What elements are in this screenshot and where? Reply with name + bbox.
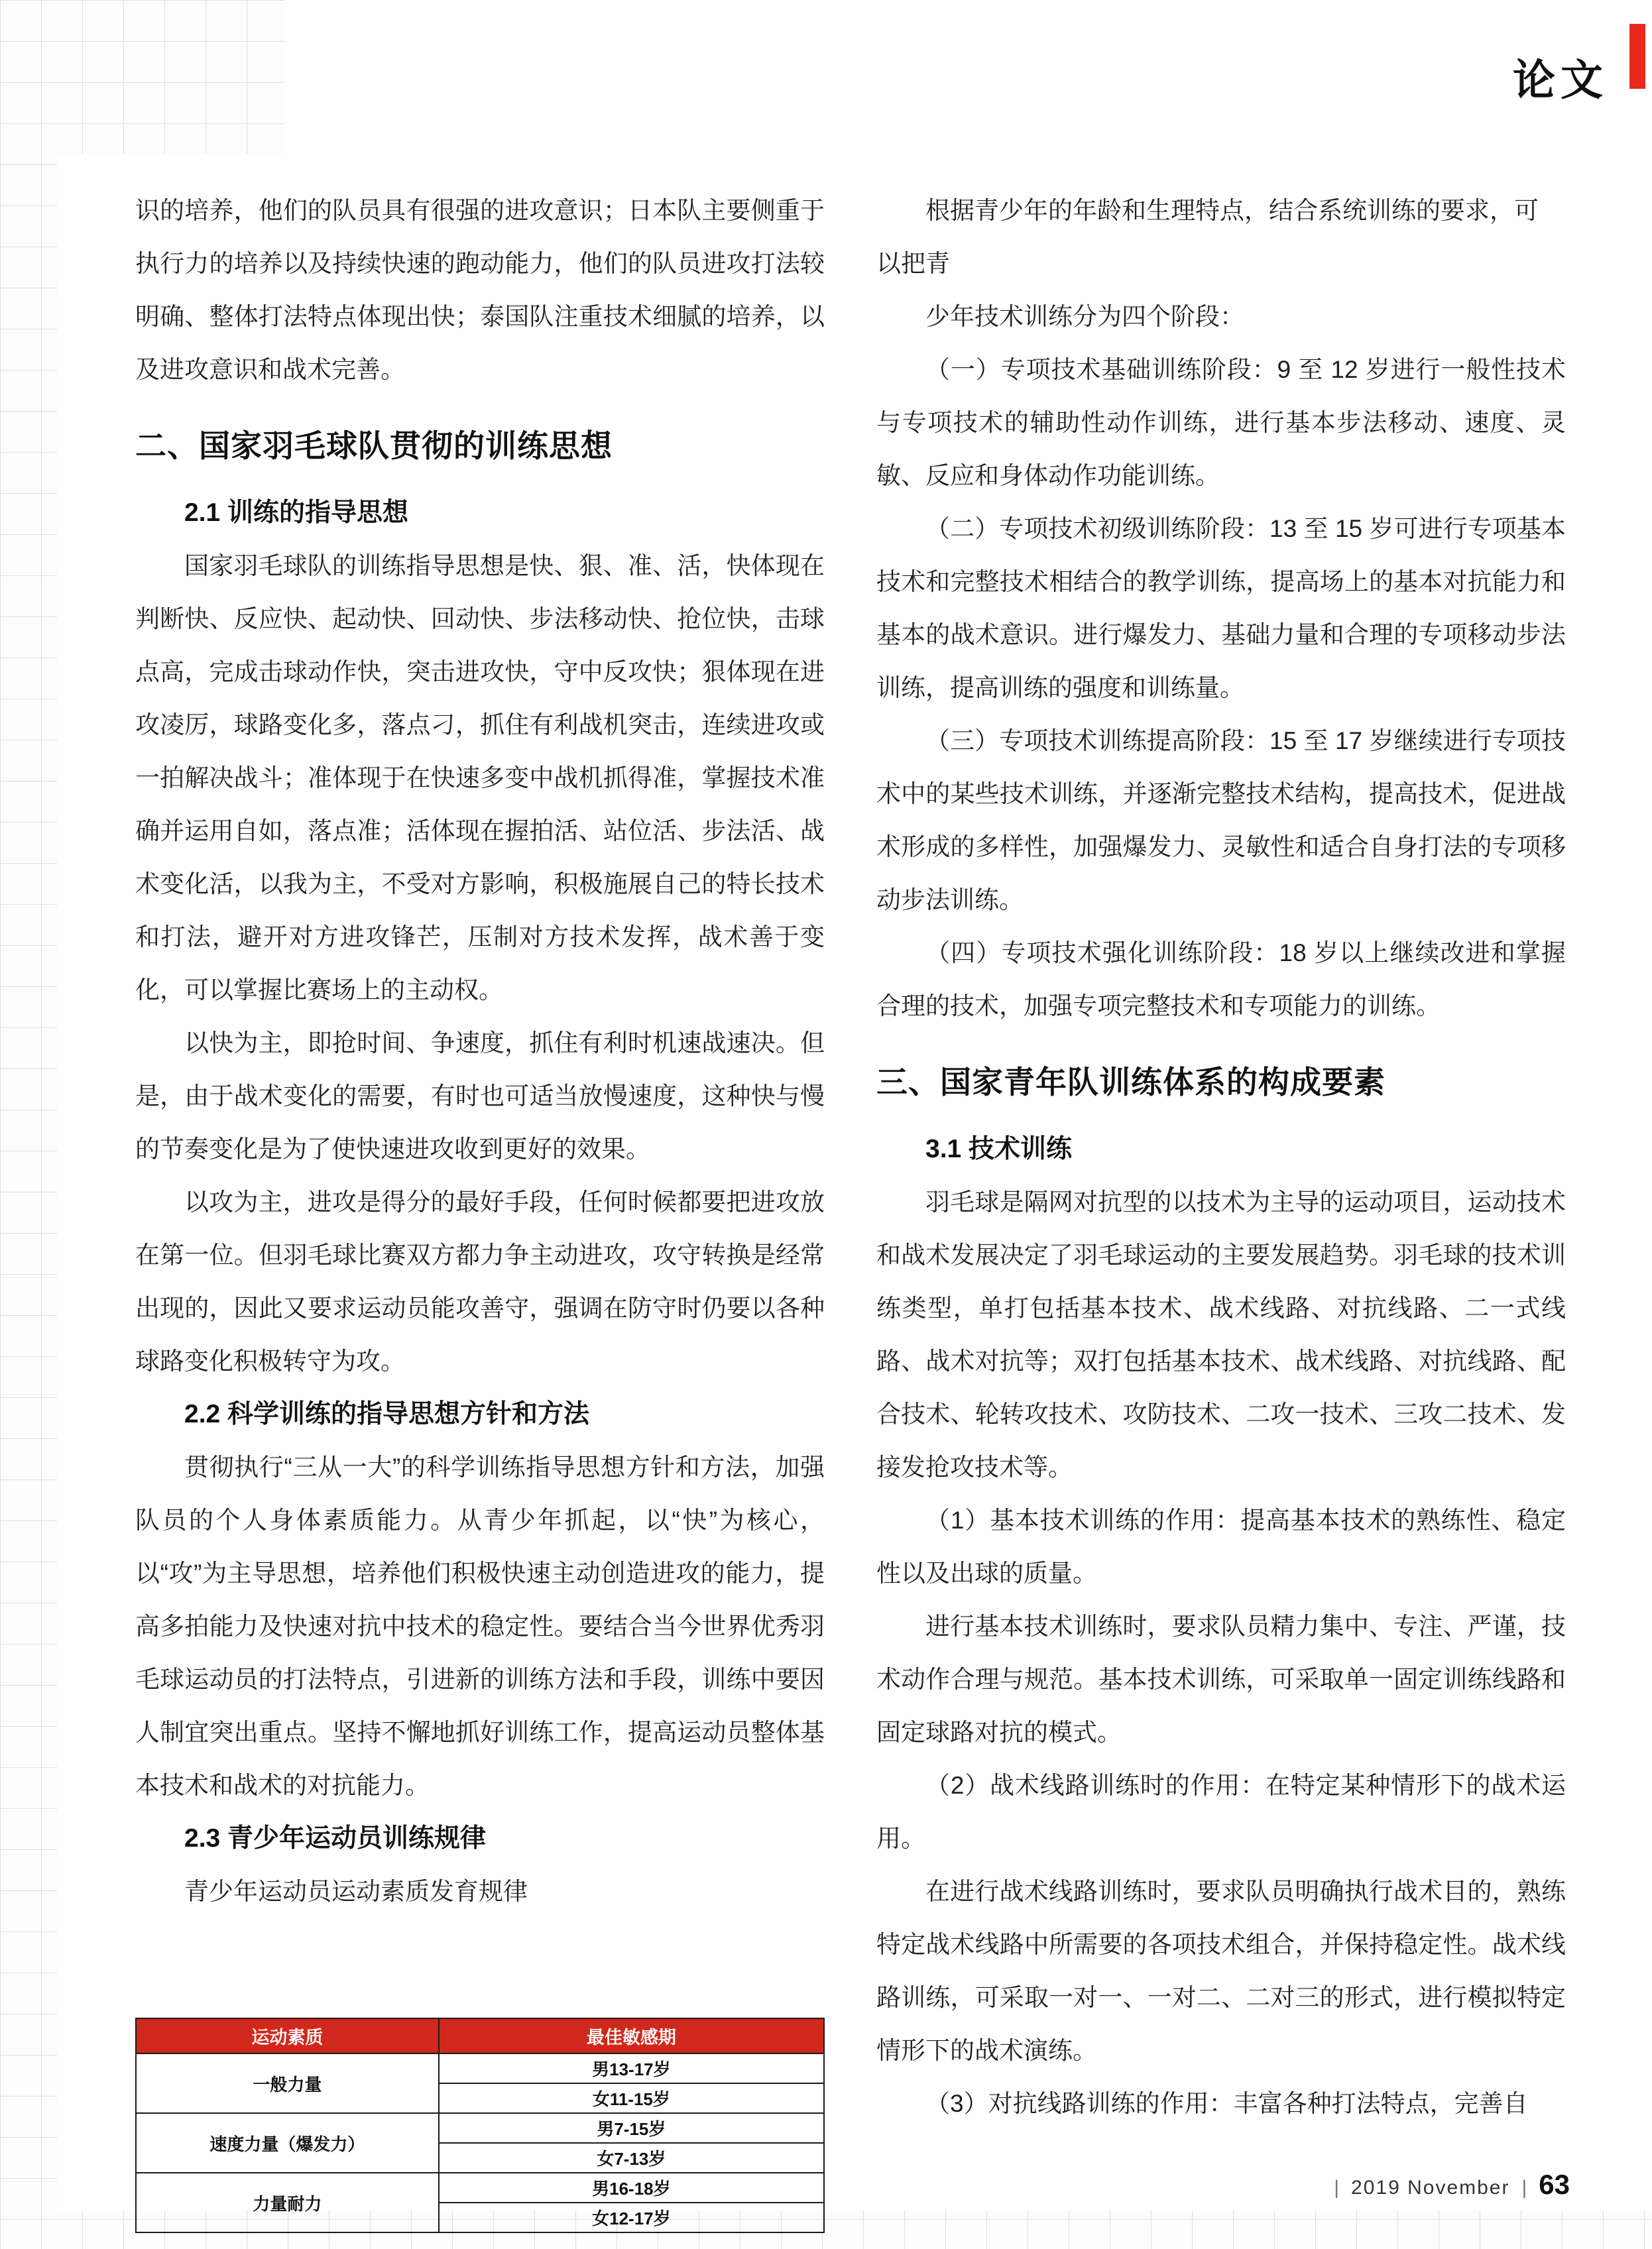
paragraph: （四）专项技术强化训练阶段：18 岁以上继续改进和掌握合理的技术，加强专项完整技术和专项能力的训练。 xyxy=(876,939,1566,1019)
subsection-heading: 2.2 科学训练的指导思想方针和方法 xyxy=(184,1400,590,1428)
table-header-cell: 运动素质 xyxy=(136,2018,439,2053)
page-category-label: 论文 xyxy=(1513,56,1608,104)
paragraph: 以快为主，即抢时间、争速度，抓住有利时机速战速决。但是，由于战术变化的需要，有时也可适当放慢速度，这种快与慢的节奏变化是为了使快速进攻收到更好的效果。 xyxy=(135,1029,825,1163)
paragraph: 根据青少年的年龄和生理特点，结合系统训练的要求，可 xyxy=(925,197,1539,224)
footer-separator: | xyxy=(1334,2177,1340,2199)
paragraph: 在进行战术线路训练时，要求队员明确执行战术目的，熟练特定战术线路中所需要的各项技术组合，并保持稳定性。战术线路训练，可采取一对一、一对二、二对三的形式，进行模拟特定情形下的战术演练。 xyxy=(876,1878,1566,2064)
paragraph: （2）战术线路训练时的作用：在特定某种情形下的战术运用。 xyxy=(876,1772,1566,1852)
table-cell-quality: 力量耐力 xyxy=(136,2173,439,2232)
table-cell-period: 女11-15岁 xyxy=(439,2083,824,2113)
table-cell-period: 男13-17岁 xyxy=(439,2053,824,2083)
table-cell-quality: 一般力量 xyxy=(136,2053,439,2113)
table-row xyxy=(136,2113,824,2143)
table-cell-period: 男7-15岁 xyxy=(439,2113,824,2143)
table-row xyxy=(136,2173,824,2203)
table-cell-period: 女7-13岁 xyxy=(439,2143,824,2173)
paragraph: 进行基本技术训练时，要求队员精力集中、专注、严谨，技术动作合理与规范。基本技术训练，可采取单一固定训练线路和固定球路对抗的模式。 xyxy=(876,1613,1566,1746)
paragraph: 国家羽毛球队的训练指导思想是快、狠、准、活，快体现在判断快、反应快、起动快、回动快、步法移动快、抢位快，击球点高，完成击球动作快，突击进攻快，守中反攻快；狠体现在进攻凌厉，球路变化多，落点刁，抓住有利战机突击，连续进攻或一拍解决战斗；准体现于在快速多变中战机抓得准，掌握技术准确并运用自如，落点准；活体现在握拍活、站位活、步法活、战术变化活，以我为主，不受对方影响，积极施展自己的特长技术和打法，避开对方进攻锋芒，压制对方技术发挥，战术善于变化，可以掌握比赛场上的主动权。 xyxy=(135,552,825,1004)
subsection-heading: 2.1 训练的指导思想 xyxy=(184,498,409,527)
table-header-cell: 最佳敏感期 xyxy=(439,2018,824,2053)
paragraph: 青少年运动员运动素质发育规律 xyxy=(184,1878,528,1905)
left-column xyxy=(135,184,825,2233)
paragraph: （三）专项技术训练提高阶段：15 至 17 岁继续进行专项技术中的某些技术训练，并逐渐完整技术结构，提高技术，促进战术形成的多样性，加强爆发力、灵敏性和适合自身打法的专项移动步法训练。 xyxy=(876,727,1566,913)
left-column-blocks xyxy=(135,184,825,1918)
table-cell-period: 男16-18岁 xyxy=(439,2173,824,2203)
footer-date: 2019 November xyxy=(1351,2177,1510,2199)
paragraph: 羽毛球是隔网对抗型的以技术为主导的运动项目，运动技术和战术发展决定了羽毛球运动的主要发展趋势。羽毛球的技术训练类型，单打包括基本技术、战术线路、对抗线路、二一式线路、战术对抗等；双打包括基本技术、战术线路、对抗线路、配合技术、轮转攻技术、攻防技术、二攻一技术、三攻二技术、发接发抢攻技术等。 xyxy=(876,1188,1566,1481)
paragraph: 贯彻执行“三从一大”的科学训练指导思想方针和方法，加强队员的个人身体素质能力。从青少年抓起，以“快”为核心，以“攻”为主导思想，培养他们积极快速主动创造进攻的能力，提高多拍能力及快速对抗中技术的稳定性。要结合当今世界优秀羽毛球运动员的打法特点，引进新的训练方法和手段，训练中要因人制宜突出重点。坚持不懈地抓好训练工作，提高运动员整体基本技术和战术的对抗能力。 xyxy=(135,1454,825,1799)
subsection-heading: 2.3 青少年运动员训练规律 xyxy=(184,1824,487,1853)
table-cell-quality: 速度力量（爆发力） xyxy=(136,2113,439,2173)
grid-corner-decoration xyxy=(57,0,285,154)
paragraph: （1）基本技术训练的作用：提高基本技术的熟练性、稳定性以及出球的质量。 xyxy=(876,1507,1566,1587)
section-heading: 二、国家羽毛球队贯彻的训练思想 xyxy=(135,428,613,463)
footer-separator-2: | xyxy=(1521,2177,1527,2199)
paragraph: （一）专项技术基础训练阶段：9 至 12 岁进行一般性技术与专项技术的辅助性动作训练，进行基本步法移动、速度、灵敏、反应和身体动作功能训练。 xyxy=(876,356,1566,489)
section-heading: 三、国家青年队训练体系的构成要素 xyxy=(876,1065,1386,1100)
paragraph: 以攻为主，进攻是得分的最好手段，任何时候都要把进攻放在第一位。但羽毛球比赛双方都力争主动进攻，攻守转换是经常出现的，因此又要求运动员能攻善守，强调在防守时仍要以各种球路变化积极转守为攻。 xyxy=(135,1188,825,1375)
paragraph: 识的培养，他们的队员具有很强的进攻意识；日本队主要侧重于执行力的培养以及持续快速的跑动能力，他们的队员进攻打法较明确、整体打法特点体现出快；泰国队注重技术细腻的培养，以及进攻意识和战术完善。 xyxy=(135,197,825,383)
paragraph: （3）对抗线路训练的作用：丰富各种打法特点，完善自 xyxy=(925,2090,1528,2117)
paragraph: （二）专项技术初级训练阶段：13 至 15 岁可进行专项基本技术和完整技术相结合的教学训练，提高场上的基本对抗能力和基本的战术意识。进行爆发力、基础力量和合理的专项移动步法训练，提高训练的强度和训练量。 xyxy=(876,515,1566,701)
table-cell-period: 女12-17岁 xyxy=(439,2203,824,2232)
table-row xyxy=(136,2053,824,2083)
masthead xyxy=(1321,0,1652,133)
page-footer xyxy=(1322,2169,1570,2205)
paragraph: 以把青 xyxy=(876,250,950,277)
subsection-heading: 3.1 技术训练 xyxy=(925,1135,1073,1163)
right-column-blocks xyxy=(876,184,1566,2130)
sensitivity-table xyxy=(135,2018,825,2233)
red-accent-bar xyxy=(1629,24,1645,89)
paragraph: 少年技术训练分为四个阶段： xyxy=(925,303,1244,330)
footer-page-number: 63 xyxy=(1539,2169,1570,2200)
